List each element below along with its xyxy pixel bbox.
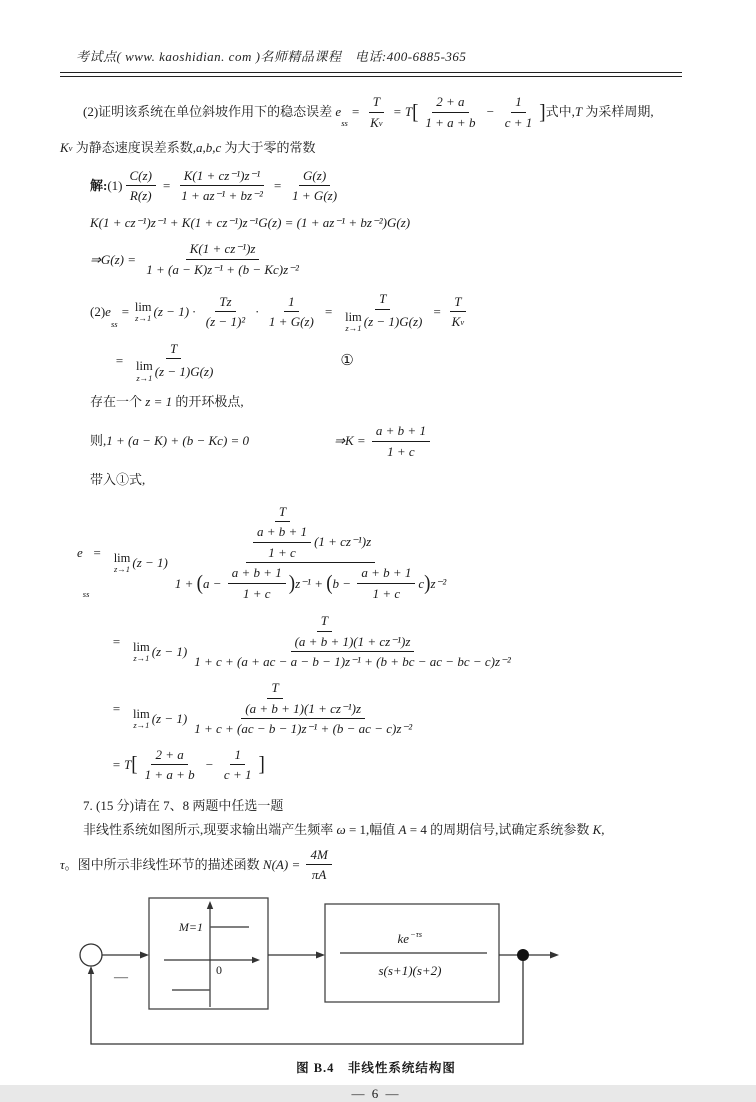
condition-equation: 则, 1 + (a − K) + (b − Kc) = 0 ⇒K = $\frac{a + b + 1}{1 + c}$	[90, 422, 692, 460]
block-diagram	[60, 892, 692, 1050]
tf-numerator-exponent: −τs	[410, 928, 423, 939]
ess-result: = T [ $\frac{2 + a}{1 + a + b}$ − $\frac{1}{c + 1}$ ]	[112, 746, 265, 783]
tf-numerator-base: ke	[397, 930, 409, 946]
ess-derivation-3: = T lim z→1 (z − 1) $\frac{\text{(a + b + 1)(1 + cz⁻¹)z}}{\text{1 + c + (ac − b − 1)z⁻¹ + (b − ac − c)z⁻²}}$	[112, 680, 413, 737]
solution-step-2: K(1 + cz⁻¹)z⁻¹ + K(1 + cz⁻¹)z⁻¹G(z) = (1 + az⁻¹ + bz⁻²)G(z)	[90, 214, 411, 230]
relay-origin-label: 0	[216, 962, 222, 977]
substitute-statement: 带入①式,	[90, 472, 146, 488]
question-7-body-2: τ 。图中所示非线性环节的描述函数 N(A) = $\frac{4M}{\pi A}$	[60, 846, 692, 884]
page-header	[60, 0, 692, 77]
solution-step-3: ⇒G(z) = $\frac{\text{K(1 + cz⁻¹)z}}{\text{1 + (a − K)z⁻¹ + (b − Kc)z⁻²}}$	[90, 241, 299, 277]
question-7-title: 7. (15 分)请在 7、8 两题中任选一题	[83, 797, 284, 813]
relay-block	[149, 898, 268, 1009]
page-number: — 6 —	[351, 1085, 401, 1101]
relay-y-axis-arrowhead	[207, 901, 213, 909]
header-double-rule	[60, 72, 682, 77]
figure-caption: 图 B.4 非线性系统结构图	[296, 1060, 456, 1075]
problem-statement-line-1: (2)证明该系统在单位斜坡作用下的稳态误差 e ss = T K v = T [ $\frac{2 + a}{1 + a + b}$ − $\frac{1}{c + 1}$ ] 式中, T 为采样周期,	[83, 94, 654, 130]
summing-junction	[80, 944, 102, 966]
solution-step-5: = T lim z→1 (z − 1)G(z) ①	[115, 340, 354, 383]
ess-derivation-2: = T lim z→1 (z − 1) $\frac{\text{(a + b + 1)(1 + cz⁻¹)z}}{\text{1 + c + (a + ac − a − b − 1)z⁻¹ + (b + bc − ac − bc − c)z⁻²}}$	[112, 613, 511, 670]
branch-node	[517, 949, 529, 961]
question-7-body-1: 非线性系统如图所示,现要求输出端产生频率 ω = 1,幅值 A = 4 的周期信号,试确定系统参数 K ,	[83, 822, 605, 838]
relay-x-axis-arrowhead	[252, 957, 260, 963]
problem-statement-line-2: K v 为静态速度误差系数, a,b,c 为大于零的常数	[60, 140, 316, 156]
relay-amplitude-label: M=1	[178, 919, 203, 934]
feedback-arrowhead	[88, 966, 94, 974]
ess-derivation-1: e ss = T lim z→1 (z − 1) $\frac{a + b + 1}{1 + c}$ (1 + cz⁻¹)z 1 + ( a − $\frac{a + b + 1}{1 + c}$ ) z⁻¹ + ( b − $\frac{a + b + 1}{1 + c}$ c ) z⁻²	[77, 503, 447, 601]
pole-statement: 存在一个 z = 1 的开环极点,	[90, 394, 244, 410]
block-diagram-figure	[60, 892, 692, 1076]
tf-denominator: s(s+1)(s+2)	[378, 962, 442, 978]
solution-step-1: 解: (1) $\frac{C(z)}{R(z)}$ = $\frac{\text{K(1 + cz⁻¹)z⁻¹}}{\text{1 + az⁻¹ + bz⁻²}}$ = $\frac{G(z)}{1 + G(z)}$	[90, 167, 338, 204]
output-arrowhead	[550, 951, 559, 958]
arrowhead	[140, 951, 149, 958]
arrowhead	[316, 951, 325, 958]
feedback-minus-sign: —	[114, 969, 128, 985]
solution-step-4: (2) e ss = lim z→1 (z − 1) · $\frac{Tz}{\text{(z − 1)²}}$ · $\frac{1}{1 + G(z)}$ = T lim z→1 (z − 1)G(z) = T K v	[90, 291, 465, 334]
header-text: 考试点( www. kaoshidian. com )名师精品课程 电话:400-6885-365	[76, 49, 467, 64]
